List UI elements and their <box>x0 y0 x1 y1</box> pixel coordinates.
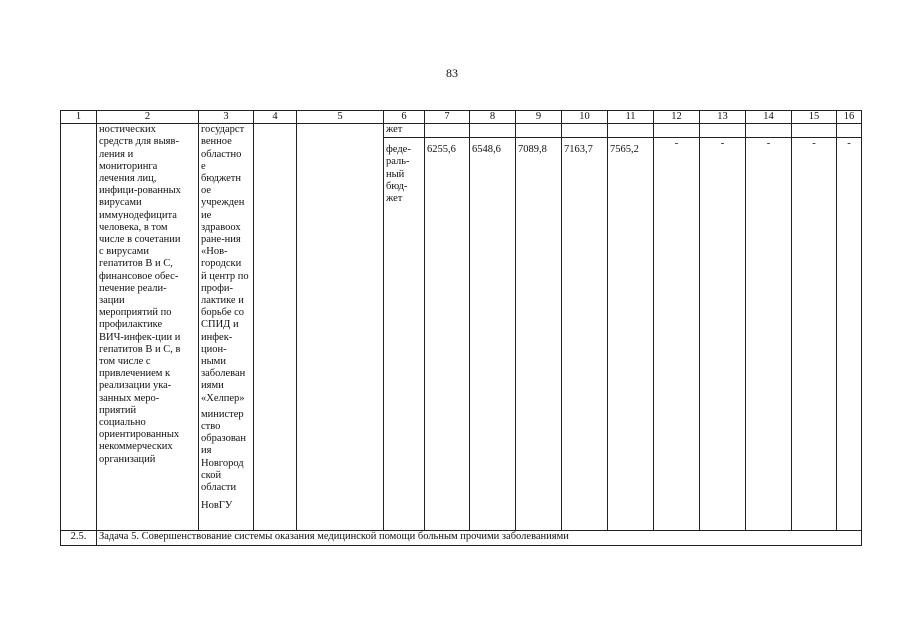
column-number: 1 <box>61 111 97 124</box>
value-cell: - <box>654 138 700 531</box>
value-cell: 7163,7 <box>562 138 608 531</box>
column-number: 9 <box>516 111 562 124</box>
executor-entry: НовГУ <box>201 500 233 512</box>
funding-source-prev: жет <box>384 124 425 138</box>
table-row <box>61 124 862 138</box>
value-cell <box>516 124 562 138</box>
column-number: 16 <box>837 111 862 124</box>
column-number: 10 <box>562 111 608 124</box>
funding-source: феде- раль- ный бюд- жет <box>384 138 425 531</box>
value-cell: 6255,6 <box>425 138 470 531</box>
value-cell <box>470 124 516 138</box>
column-number: 14 <box>746 111 792 124</box>
column-number: 13 <box>700 111 746 124</box>
empty-cell <box>297 124 384 531</box>
value-cell: - <box>746 138 792 531</box>
column-number: 7 <box>425 111 470 124</box>
task-number: 2.5. <box>61 531 97 546</box>
empty-cell <box>254 124 297 531</box>
column-number: 15 <box>792 111 837 124</box>
executor-entry: государст венное областно е бюджетн ое учрежден ие здравоох ране-ния «Нов- городски й центр по профи- лактике и борьбе со СПИД и инфек- цион- ными заболеван иями «Хелпер» <box>201 124 249 404</box>
value-cell: 7565,2 <box>608 138 654 531</box>
budget-table <box>60 110 862 546</box>
measure-description: ностических средств для выяв- ления и мониторинга лечения лиц, инфици-рованных вирусами иммунодефицита человека, в том числе в сочетании с вирусами гепатитов В и С, финансовое обес- печение реали- зации мероприятий по профилактике ВИЧ-инфек-ции и гепатитов В и С, в том числе с привлечением к реализации ука- занных меро- приятий социально ориентированных некоммерческих организаций <box>97 124 199 531</box>
value-cell: - <box>700 138 746 531</box>
value-cell <box>792 124 837 138</box>
column-number: 3 <box>199 111 254 124</box>
executor-entry: министер ство образован ия Новгород ской области <box>201 408 246 494</box>
column-number: 12 <box>654 111 700 124</box>
task-title: Задача 5. Совершенствование системы оказания медицинской помощи больным прочими заболеваниями <box>97 531 862 546</box>
column-number: 8 <box>470 111 516 124</box>
column-number: 2 <box>97 111 199 124</box>
value-cell: - <box>792 138 837 531</box>
value-cell: 7089,8 <box>516 138 562 531</box>
value-cell <box>746 124 792 138</box>
column-number: 11 <box>608 111 654 124</box>
column-number: 5 <box>297 111 384 124</box>
value-cell <box>608 124 654 138</box>
row-number-cell <box>61 124 97 531</box>
task-row <box>61 531 862 546</box>
column-number: 4 <box>254 111 297 124</box>
value-cell <box>654 124 700 138</box>
value-cell: 6548,6 <box>470 138 516 531</box>
column-number-row <box>61 111 862 124</box>
column-number: 6 <box>384 111 425 124</box>
value-cell <box>562 124 608 138</box>
page-number: 83 <box>446 66 458 80</box>
value-cell: - <box>837 138 862 531</box>
value-cell <box>425 124 470 138</box>
value-cell <box>837 124 862 138</box>
value-cell <box>700 124 746 138</box>
executors-cell <box>199 124 254 531</box>
